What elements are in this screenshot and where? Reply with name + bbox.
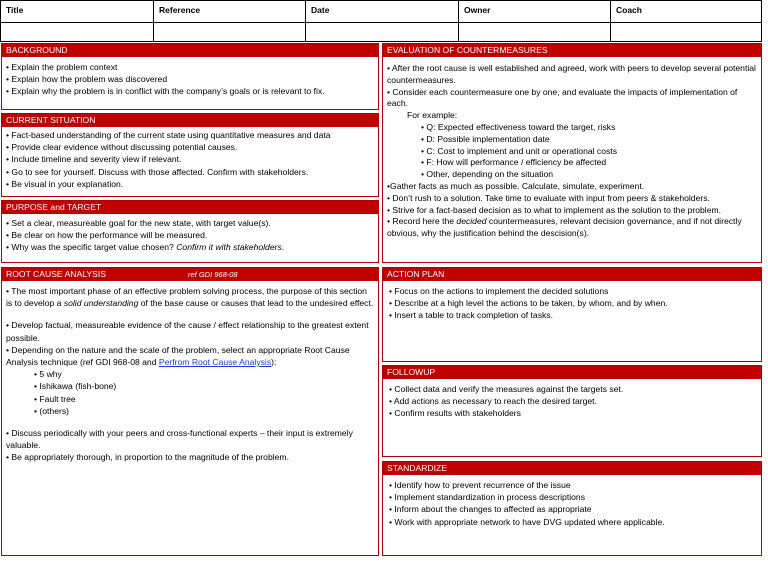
current-situation-body [6,129,375,190]
list-item: • Inform about the changes to affected as appropriate [389,504,592,515]
owner-label: Owner [464,5,491,15]
title-cell[interactable] [1,1,154,41]
list-item: • Go to see for yourself. Discuss with those affected. Confirm with stakeholders. [6,166,309,177]
list-item: • Insert a table to track completion of tasks. [389,310,553,321]
standardize-body [389,479,758,528]
background-section [1,43,379,110]
paragraph: • Develop factual, measureable evidence of the cause / effect relationship to the greatest extent possible. [6,320,369,343]
list-item: • Explain why the problem is in conflict with the company’s goals or is relevant to fix. [6,86,325,97]
list-item: • Explain how the problem was discovered [6,74,168,85]
list-item: • Be visual in your explanation. [6,178,124,189]
header-table [0,0,762,42]
evaluation-heading: EVALUATION OF COUNTERMEASURES [383,44,761,57]
list-item: • Confirm results with stakeholders [389,408,521,419]
paragraph: • Depending on the nature and the scale of the problem, select an appropriate Root Cause Analysis technique (ref GDI 968-08 and Perfrom Root Cause Analysis): [6,344,350,368]
list-item: • Collect data and verify the measures against the targets set. [389,384,624,394]
root-cause-heading [2,268,378,281]
list-item: • Focus on the actions to implement the decided solutions [389,286,609,296]
title-label: Title [6,5,24,15]
paragraph: • Record here the decided countermeasures, relevant decision governance, and if not directly obvious, why the justification behind the descision(s). [387,216,742,239]
paragraph: • Consider each countermeasure one by one, and evaluate the impacts of implementation of each. [387,86,738,109]
list-item: • Explain the problem context [6,62,118,72]
paragraph: • Discuss periodically with your peers and cross-functional experts – their input is extremely valuable. [6,428,353,451]
evaluation-section [382,43,762,263]
list-item: • Identify how to prevent recurrence of the issue [389,480,571,490]
paragraph: • Strive for a fact-based decision as to what to implement as the solution to the problem. [387,204,722,215]
purpose-target-section [1,200,379,263]
action-plan-section [382,267,762,362]
list-item: • Work with appropriate network to have DVG updated where applicable. [389,516,665,527]
list-item: • Fact-based understanding of the current state using quantitative measures and data [6,130,331,140]
root-cause-body [6,285,375,464]
list-item: • Why was the specific target value chosen? Confirm it with stakeholders. [6,242,285,253]
background-body [6,61,375,98]
paragraph: • Be appropriately thorough, in proportion to the magnitude of the problem. [6,452,289,463]
owner-cell[interactable] [459,1,611,41]
action-plan-body [389,285,758,322]
coach-label: Coach [616,5,642,15]
list-item: • D: Possible implementation date [421,133,550,144]
example-label: For example: [407,110,458,121]
list-item: • Provide clear evidence without discussing potential causes. [6,142,238,153]
paragraph: • Don’t rush to a solution. Take time to evaluate with input from peers & stakeholders. [387,192,710,203]
current-situation-section [1,113,379,197]
background-heading: BACKGROUND [2,44,378,57]
list-item: • 5 why [34,369,62,380]
list-item: • Describe at a high level the actions to be taken, by whom, and by when. [389,298,668,309]
followup-body [389,383,758,420]
list-item: • Include timeline and severity view if relevant. [6,154,182,165]
list-item: • Implement standardization in process descriptions [389,492,585,503]
standardize-section [382,461,762,556]
list-item: • Add actions as necessary to reach the desired target. [389,396,597,407]
root-cause-section [1,267,379,556]
standardize-heading: STANDARDIZE [383,462,761,475]
list-item: • C: Cost to implement and unit or operational costs [421,145,617,156]
paragraph: •Gather facts as much as possible. Calculate, simulate, experiment. [387,180,645,191]
root-cause-title: ROOT CAUSE ANALYSIS [6,269,106,279]
list-item: • Other, depending on the situation [421,169,554,180]
list-item: • F: How will performance / efficiency be affected [421,157,607,168]
list-item: • (others) [34,405,70,416]
list-item: • Be clear on how the performance will be measured. [6,230,208,241]
purpose-target-heading: PURPOSE and TARGET [2,201,378,214]
date-label: Date [311,5,330,15]
evaluation-body [387,63,758,240]
paragraph: • After the root cause is well established and agreed, work with peers to develop several potential countermeasures. [387,63,756,85]
action-plan-heading: ACTION PLAN [383,268,761,281]
date-cell[interactable] [306,1,459,41]
list-item: • Q: Expected effectiveness toward the target, risks [421,121,616,132]
paragraph: • The most important phase of an effective problem solving process, the purpose of this section is to develop a solid understanding of the base cause or causes that lead to the undesired effect. [6,286,374,309]
list-item: • Fault tree [34,393,76,404]
list-item: • Set a clear, measureable goal for the new state, with target value(s). [6,218,271,228]
reference-label: Reference [159,5,201,15]
reference-cell[interactable] [154,1,306,41]
list-item: • Ishikawa (fish-bone) [34,381,117,392]
followup-section [382,365,762,457]
root-cause-ref: ref GDI 968-08 [188,270,238,279]
coach-cell[interactable] [611,1,761,41]
current-situation-heading: CURRENT SITUATION [2,114,378,127]
purpose-target-body [6,217,375,254]
followup-heading: FOLLOWUP [383,366,761,379]
rca-link[interactable]: Perfrom Root Cause Analysis [158,357,272,368]
